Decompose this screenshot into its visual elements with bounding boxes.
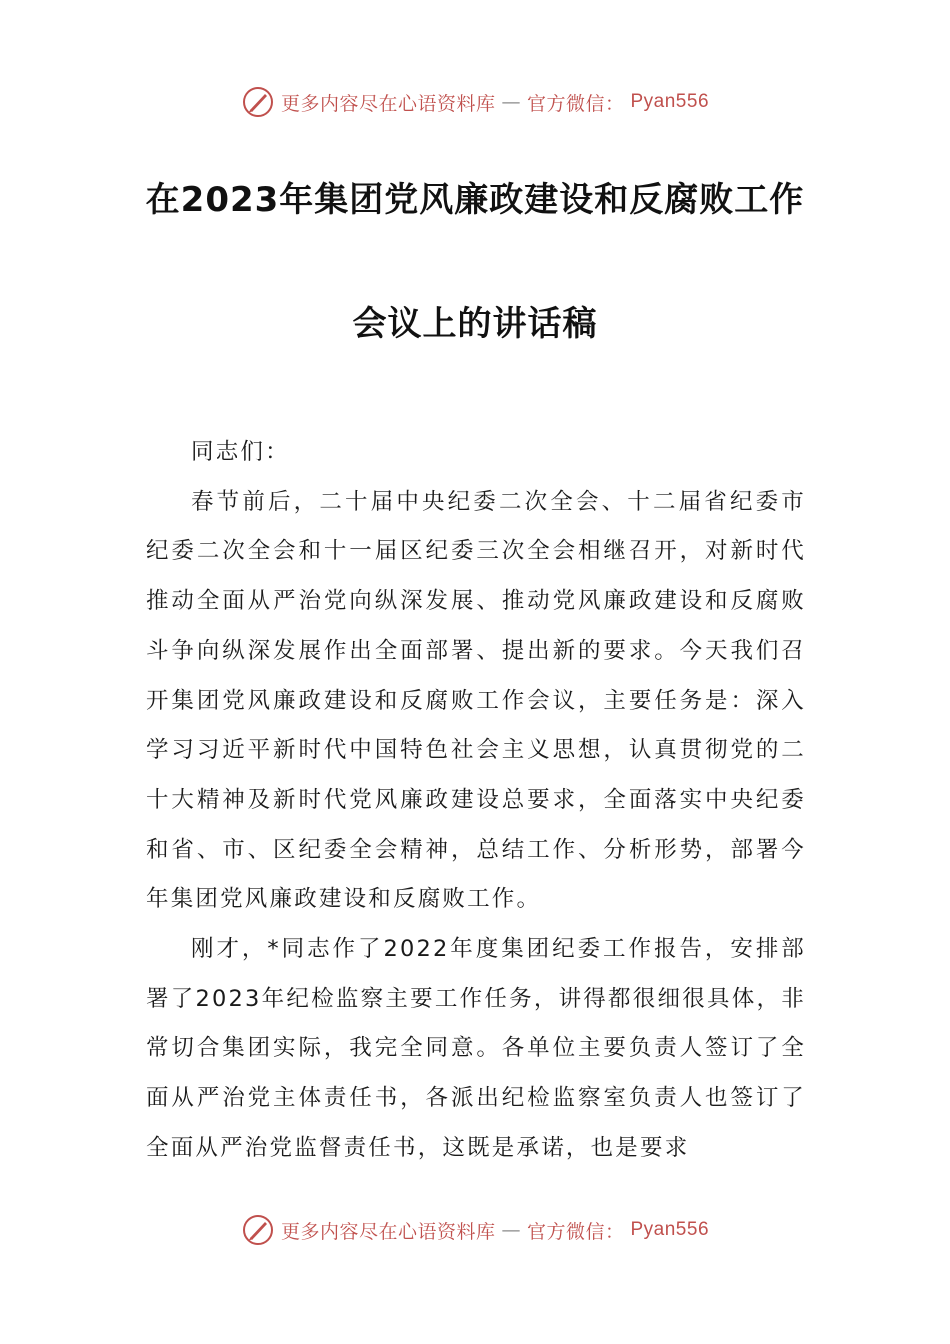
watermark-label: 官方微信： [526, 1220, 625, 1243]
watermark-separator: — [501, 91, 521, 113]
page-title-line-2: 会议上的讲话稿 [352, 304, 598, 344]
watermark-text: 更多内容尽在心语资料库 [280, 92, 496, 115]
paragraph: 春节前后，二十届中央纪委二次全会、十二届省纪委市纪委二次全会和十一届区纪委三次全会相继召开，对新时代推动全面从严治党向纵深发展、推动党风廉政建设和反腐败斗争向纵深发展作出全面部署、提出新的要求。今天我们召开集团党风廉政建设和反腐败工作会议，主要任务是：深入学习习近平新时代中国特色社会主义思想，认真贯彻党的二十大精神及新时代党风廉政建设总要求，全面落实中央纪委和省、市、区纪委全会精神，总结工作、分析形势，部署今年集团党风廉政建设和反腐败工作。 [146, 488, 806, 913]
watermark-account: Pyan556 [630, 91, 710, 112]
header-watermark [0, 82, 950, 122]
watermark-text: 更多内容尽在心语资料库 [280, 1220, 496, 1243]
quill-pen-seal-icon [241, 1213, 275, 1247]
page-title-line-1: 在2023年集团党风廉政建设和反腐败工作 [145, 180, 805, 220]
watermark-label: 官方微信： [526, 92, 625, 115]
paragraph: 刚才，*同志作了2022年度集团纪委工作报告，安排部署了2023年纪检监察主要工作任务，讲得都很细很具体，非常切合集团实际，我完全同意。各单位主要负责人签订了全面从严治党主体责任书，各派出纪检监察室负责人也签订了全面从严治党监督责任书，这既是承诺，也是要求 [146, 936, 806, 1161]
watermark-separator: — [501, 1219, 521, 1241]
footer-watermark [0, 1210, 950, 1250]
quill-pen-seal-icon [241, 85, 275, 119]
watermark-account: Pyan556 [630, 1219, 710, 1240]
salutation: 同志们： [191, 439, 290, 465]
speech-body [146, 428, 806, 1174]
